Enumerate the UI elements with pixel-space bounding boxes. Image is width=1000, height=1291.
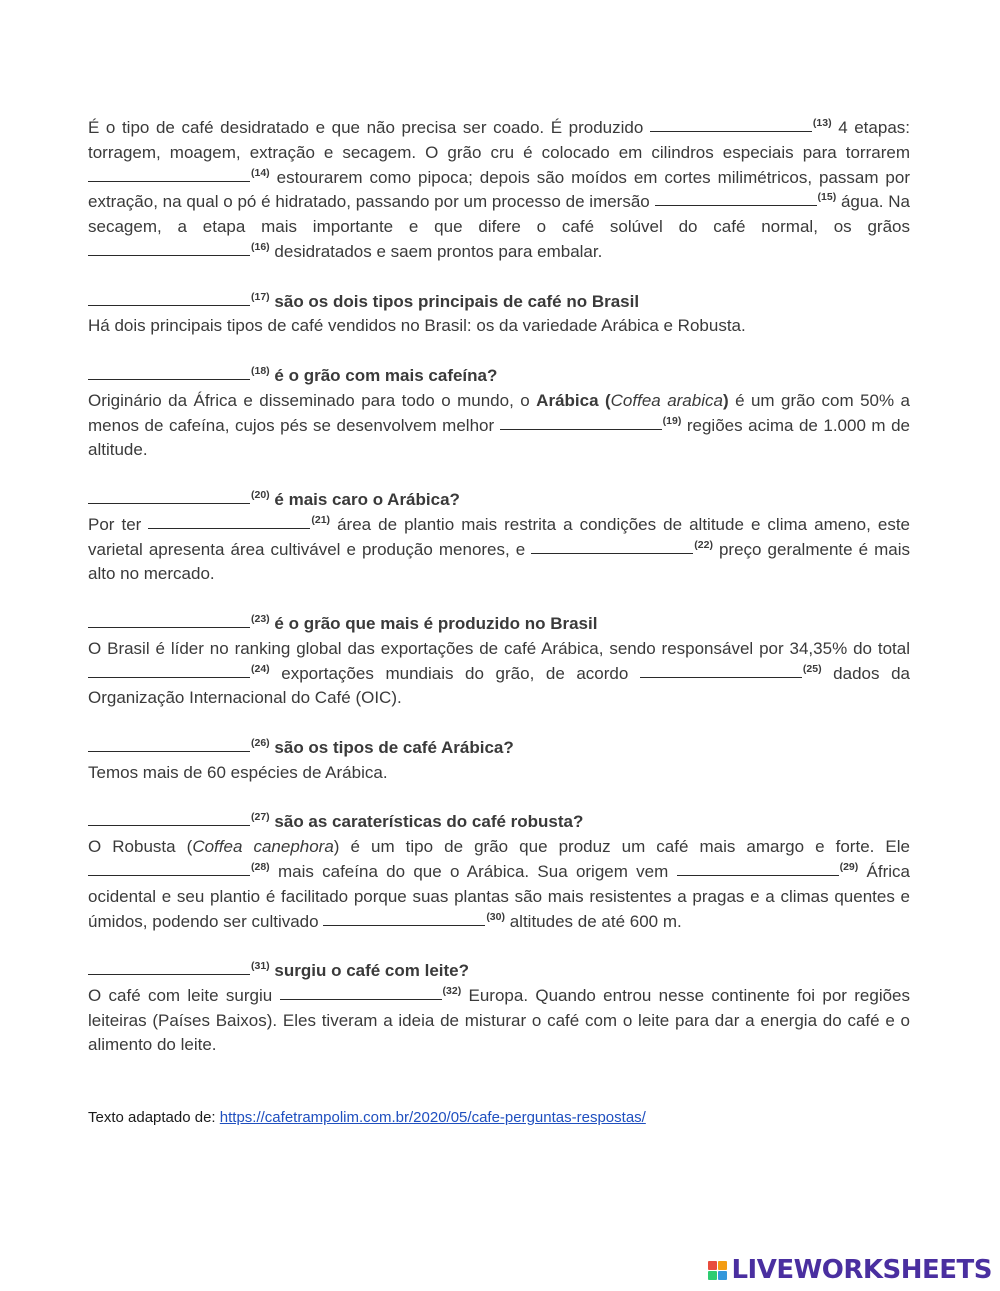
blank-number: (25): [802, 662, 822, 675]
blank-number: (23): [251, 612, 270, 625]
blank-25[interactable]: [640, 676, 802, 678]
blank-14[interactable]: [88, 180, 250, 182]
blank-19[interactable]: [500, 428, 662, 430]
blank-18[interactable]: [88, 378, 250, 380]
blank-number: (32): [442, 984, 462, 997]
liveworksheets-logo: [708, 1255, 992, 1285]
blank-21[interactable]: [148, 527, 310, 529]
blank-number: (17): [251, 290, 270, 303]
blank-28[interactable]: [88, 874, 250, 876]
blank-32[interactable]: [280, 998, 442, 1000]
blank-number: (18): [251, 364, 270, 377]
blank-13[interactable]: [650, 130, 812, 132]
section-body-26: Temos mais de 60 espécies de Arábica.: [88, 762, 388, 782]
section-body-27: O Robusta (Coffea canephora) é um tipo de grão que produz um café mais amargo e forte. Ele $^{(28)}$ mais cafeína do que o Arábica. Sua origem vem $^{(29)}$ África ocidental e seu plantio é facilitado porque suas plantas são mais resistentes a pragas e a climas quentes e úmidos, podendo ser cultivado $^{(30)}$ altitudes de até 600 m.: [88, 837, 910, 931]
worksheet-body: [88, 116, 910, 1058]
blank-30[interactable]: [323, 924, 485, 926]
section-body-17: Há dois principais tipos de café vendidos no Brasil: os da variedade Arábica e Robusta.: [88, 316, 746, 336]
section-heading-20: $^{(20)}$ é mais caro o Arábica?: [88, 488, 910, 513]
blank-31[interactable]: [88, 973, 250, 975]
blank-number: (29): [839, 860, 859, 873]
blank-number: (15): [817, 191, 837, 204]
source-label: Texto adaptado de:: [88, 1109, 220, 1126]
blank-29[interactable]: [677, 874, 839, 876]
source-citation: [88, 1108, 646, 1128]
section-body-23: O Brasil é líder no ranking global das exportações de café Arábica, sendo responsável por 34,35% do total $^{(24)}$ exportações mundiais do grão, de acordo $^{(25)}$ dados da Organização Internacional do Café (OIC).: [88, 638, 910, 708]
blank-27[interactable]: [88, 824, 250, 826]
blank-number: (22): [694, 538, 713, 551]
blank-number: (31): [251, 960, 270, 973]
blank-15[interactable]: [655, 204, 817, 206]
blank-number: (27): [251, 811, 270, 824]
source-link[interactable]: https://cafetrampolim.com.br/2020/05/cafe-perguntas-respostas/: [219, 1109, 646, 1126]
section-body-18: Originário da África e disseminado para todo o mundo, o Arábica (Coffea arabica) é um grão com 50% a menos de cafeína, cujos pés se desenvolvem melhor $^{(19)}$ regiões acima de 1.000 m de altitude.: [88, 390, 911, 460]
blank-number: (21): [311, 513, 331, 526]
blank-number: (19): [662, 414, 682, 427]
blank-number: (24): [251, 662, 270, 675]
section-heading-17: $^{(17)}$ são os dois tipos principais de café no Brasil: [88, 290, 910, 315]
blank-number: (28): [251, 860, 270, 873]
section-body-31: O café com leite surgiu $^{(32)}$ Europa. Quando entrou nesse continente foi por regiões leiteiras (Países Baixos). Eles tiveram a ideia de misturar o café com o leite para dar a energia do café e o alimento do leite.: [88, 984, 911, 1055]
blank-number: (13): [812, 117, 832, 129]
intro-paragraph: É o tipo de café desidratado e que não precisa ser coado. É produzido $^{(13)}$ 4 etapas: torragem, moagem, extração e secagem. O grão cru é colocado em cilindros especiais para torrarem $^{(14)}$ estourarem como pipoca; depois são moídos em cortes milimétricos, passam por extração, na qual o pó é hidratado, passando por um processo de imersão $^{(15)}$ água. Na secagem, a etapa mais importante e que difere o café solúvel do café normal, os grãos $^{(16)}$ desidratados e saem prontos para embalar.: [88, 117, 910, 261]
blank-number: (26): [251, 736, 270, 749]
blank-number: (30): [486, 910, 505, 923]
logo-icon: [708, 1261, 727, 1280]
section-heading-27: $^{(27)}$ são as caraterísticas do café robusta?: [88, 810, 910, 835]
logo-text: LIVEWORKSHEETS: [731, 1255, 992, 1285]
blank-22[interactable]: [531, 552, 693, 554]
blank-17[interactable]: [88, 304, 250, 306]
section-heading-31: $^{(31)}$ surgiu o café com leite?: [88, 959, 910, 984]
blank-20[interactable]: [88, 502, 250, 504]
section-heading-18: $^{(18)}$ é o grão com mais cafeína?: [88, 364, 910, 389]
section-heading-26: $^{(26)}$ são os tipos de café Arábica?: [88, 736, 910, 761]
blank-23[interactable]: [88, 626, 250, 628]
blank-24[interactable]: [88, 676, 250, 678]
blank-16[interactable]: [88, 254, 250, 256]
blank-number: (14): [251, 166, 270, 179]
section-body-20: Por ter $^{(21)}$ área de plantio mais restrita a condições de altitude e clima ameno, este varietal apresenta área cultivável e produção menores, e $^{(22)}$ preço geralmente é mais alto no mercado.: [88, 513, 910, 584]
blank-number: (16): [251, 240, 270, 253]
blank-26[interactable]: [88, 750, 250, 752]
section-heading-23: $^{(23)}$ é o grão que mais é produzido no Brasil: [88, 612, 910, 637]
blank-number: (20): [251, 488, 270, 501]
